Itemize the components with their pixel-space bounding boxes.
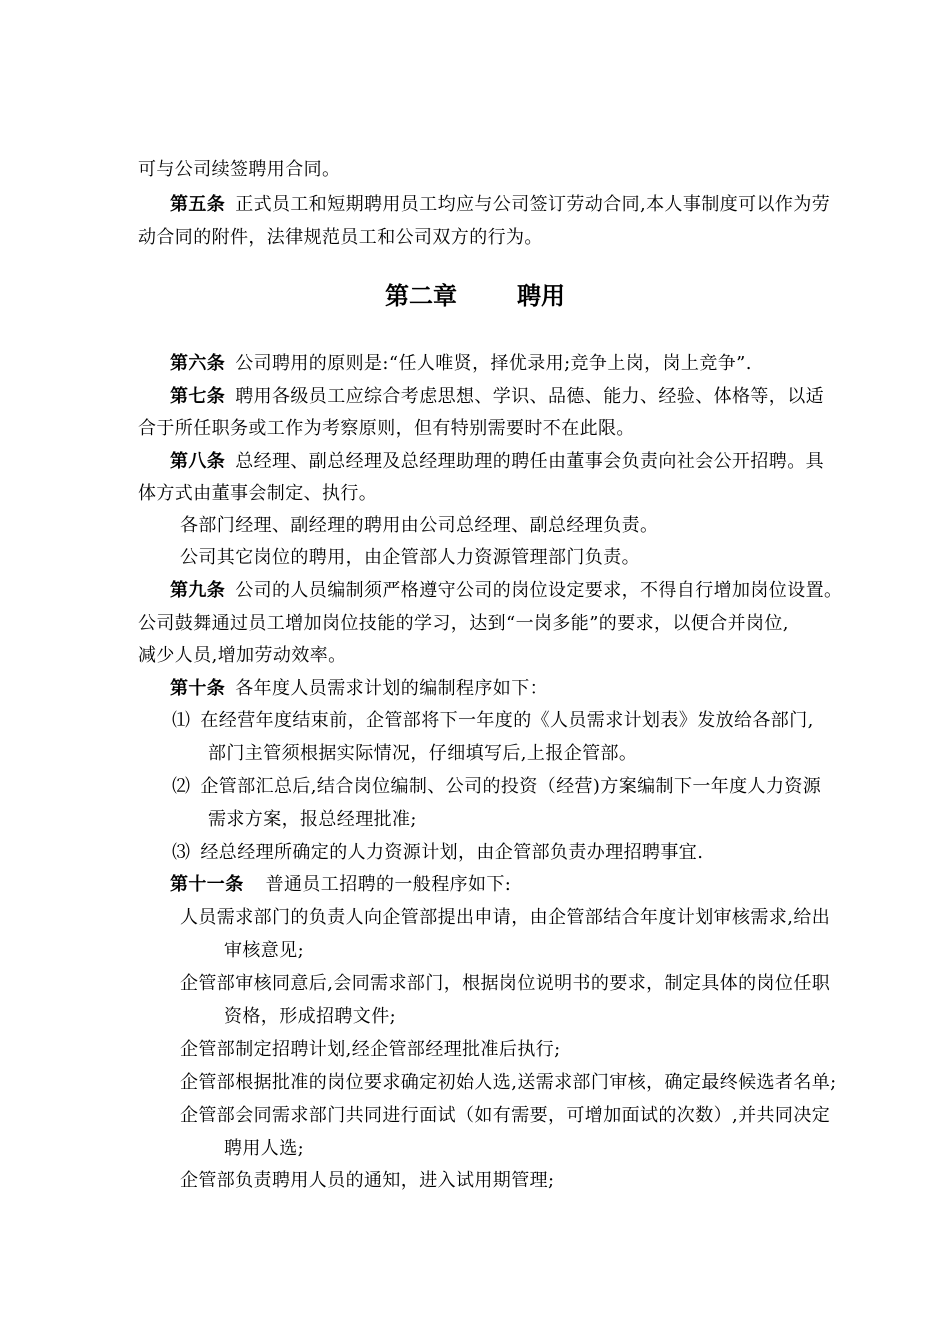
list-item (172, 775, 821, 799)
paragraph-line: 公司鼓舞通过员工增加岗位技能的学习，达到“一岗多能”的要求，以便合并岗位, (138, 613, 789, 634)
article-label: 第七条 (170, 386, 226, 407)
paragraph-line: 资格，形成招聘文件; (224, 1006, 397, 1027)
procedure-step: 企管部审核同意后,会同需求部门，根据岗位说明书的要求，制定具体的岗位任职 (180, 973, 831, 994)
list-item (172, 841, 703, 865)
article-label: 第十一条 (170, 874, 244, 895)
paragraph-line: 各部门经理、副经理的聘用由公司总经理、副总经理负责。 (180, 515, 659, 536)
procedure-step: 人员需求部门的负责人向企管部提出申请，由企管部结合年度计划审核需求,给出 (180, 907, 831, 928)
list-text: 经总经理所确定的人力资源计划，由企管部负责办理招聘事宜. (200, 842, 704, 863)
article-7 (170, 385, 824, 409)
article-9 (170, 579, 842, 603)
article-5 (170, 193, 830, 217)
article-label: 第六条 (170, 353, 226, 374)
procedure-step: 企管部根据批准的岗位要求确定初始人选,送需求部门审核，确定最终候选者名单; (180, 1072, 837, 1093)
list-item (172, 709, 814, 733)
article-text: 总经理、副总经理及总经理助理的聘任由董事会负责向社会公开招聘。具 (235, 451, 824, 472)
paragraph-line: 体方式由董事会制定、执行。 (138, 483, 378, 504)
article-text: 普通员工招聘的一般程序如下: (265, 874, 512, 895)
article-label: 第十条 (170, 678, 226, 699)
procedure-step: 企管部会同需求部门共同进行面试（如有需要，可增加面试的次数）,并共同决定 (180, 1105, 831, 1126)
article-text: 各年度人员需求计划的编制程序如下： (235, 678, 549, 699)
paragraph-line: 可与公司续签聘用合同。 (138, 159, 341, 180)
paragraph-line: 动合同的附件，法律规范员工和公司双方的行为。 (138, 227, 543, 248)
paragraph-line: 需求方案，报总经理批准; (208, 809, 417, 830)
paragraph-line: 部门主管须根据实际情况，仔细填写后,上报企管部。 (208, 743, 638, 764)
article-label: 第五条 (170, 194, 226, 215)
article-6 (170, 352, 752, 376)
list-number: ⑵ (172, 776, 191, 797)
chapter-title: 聘用 (517, 282, 565, 310)
article-text: 正式员工和短期聘用员工均应与公司签订劳动合同,本人事制度可以作为劳 (235, 194, 831, 215)
article-text: 公司的人员编制须严格遵守公司的岗位设定要求，不得自行增加岗位设置。 (235, 580, 843, 601)
paragraph-line: 审核意见; (224, 940, 305, 961)
article-8 (170, 450, 824, 474)
chapter-number: 第二章 (385, 282, 457, 310)
article-10 (170, 677, 548, 701)
paragraph-line: 合于所任职务或工作为考察原则，但有特别需要时不在此限。 (138, 418, 635, 439)
chapter-heading (0, 280, 950, 312)
procedure-step: 企管部负责聘用人员的通知，进入试用期管理; (180, 1170, 555, 1191)
article-label: 第九条 (170, 580, 226, 601)
article-text: 聘用各级员工应综合考虑思想、学识、品德、能力、经验、体格等，以适 (235, 386, 824, 407)
procedure-step: 企管部制定招聘计划,经企管部经理批准后执行; (180, 1039, 561, 1060)
list-text: 企管部汇总后,结合岗位编制、公司的投资（经营)方案编制下一年度人力资源 (200, 776, 822, 797)
list-number: ⑶ (172, 842, 191, 863)
article-11 (170, 873, 511, 897)
paragraph-line: 聘用人选; (224, 1138, 305, 1159)
article-text: 公司聘用的原则是:“任人唯贤，择优录用;竞争上岗，岗上竞争”. (235, 353, 752, 374)
list-number: ⑴ (172, 710, 191, 731)
paragraph-line: 减少人员,增加劳动效率。 (138, 645, 347, 666)
list-text: 在经营年度结束前，企管部将下一年度的《人员需求计划表》发放给各部门, (200, 710, 814, 731)
paragraph-line: 公司其它岗位的聘用，由企管部人力资源管理部门负责。 (180, 547, 640, 568)
article-label: 第八条 (170, 451, 226, 472)
